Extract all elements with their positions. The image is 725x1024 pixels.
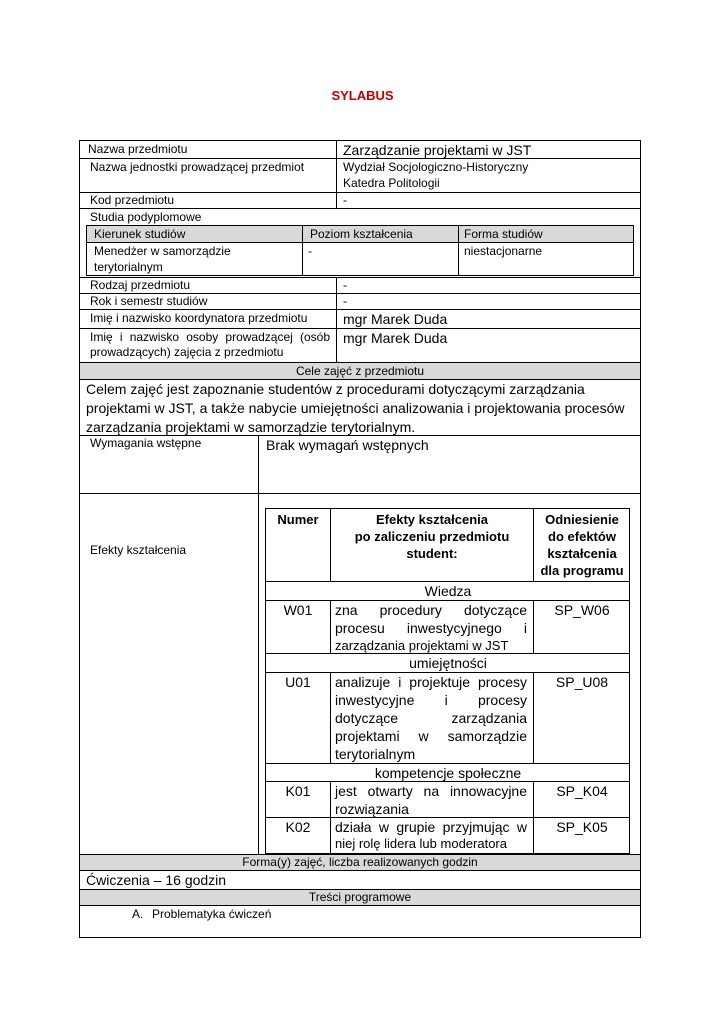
value-rodzaj: - xyxy=(343,278,347,292)
header-odn-line2: do efektów xyxy=(548,529,616,544)
row-u01-line3: dotyczące zarządzania xyxy=(335,710,527,726)
document-title: SYLABUS xyxy=(331,88,394,103)
row-u01-num: U01 xyxy=(285,674,311,690)
header-efekty-line3: student: xyxy=(406,546,458,561)
value-poziom: - xyxy=(308,244,312,258)
value-kierunek-line2: terytorialnym xyxy=(94,260,163,274)
row-k02-line2: niej rolę lidera lub moderatora xyxy=(335,836,507,851)
cele-text: Celem zajęć jest zapoznanie studentów z procedurami dotyczącymi zarządzania projektami w JST, a także nabycie umiejętności analizowania i projektowania procesów zarządzania projektami w samorządzie terytorialnym. xyxy=(86,381,625,435)
row-w01-ref: SP_W06 xyxy=(554,602,610,618)
header-poziom: Poziom kształcenia xyxy=(310,227,413,241)
header-odn-line3: kształcenia xyxy=(547,546,617,561)
label-rodzaj: Rodzaj przedmiotu xyxy=(90,278,191,292)
label-kod-przedmiotu: Kod przedmiotu xyxy=(90,193,175,207)
row-u01-line1: analizuje i projektuje procesy xyxy=(335,674,527,690)
header-efekty-line2: po zaliczeniu przedmiotu xyxy=(354,529,510,544)
row-u01-ref: SP_U08 xyxy=(555,674,609,690)
section-wiedza: Wiedza xyxy=(424,583,472,599)
label-studia: Studia podyplomowe xyxy=(90,210,202,224)
forma-header: Forma(y) zajęć, liczba realizowanych godzin xyxy=(242,855,478,869)
row-k02-line1: działa w grupie przyjmując w xyxy=(335,819,527,835)
value-forma: niestacjonarne xyxy=(464,244,543,258)
label-wymagania: Wymagania wstępne xyxy=(90,436,202,450)
value-wymagania: Brak wymagań wstępnych xyxy=(266,437,429,453)
cele-header: Cele zajęć z przedmiotu xyxy=(295,364,425,378)
value-jednostka-katedra: Katedra Politologii xyxy=(343,176,440,190)
value-rok: - xyxy=(343,294,347,308)
value-koordynator: mgr Marek Duda xyxy=(343,311,448,327)
row-u01-line4: projektami w samorządzie xyxy=(335,728,527,744)
row-w01-line1: zna procedury dotyczące xyxy=(335,602,527,618)
label-efekty: Efekty kształcenia xyxy=(90,543,187,557)
tresci-header: Treści programowe xyxy=(308,890,412,904)
header-odn-line1: Odniesienie xyxy=(545,512,619,527)
header-odn-line4: dla programu xyxy=(540,563,624,578)
label-rok: Rok i semestr studiów xyxy=(90,294,208,308)
row-k01-line2: rozwiązania xyxy=(335,801,409,817)
row-k02-ref: SP_K05 xyxy=(556,819,608,835)
tresci-item: Problematyka ćwiczeń xyxy=(152,907,272,921)
row-k01-num: K01 xyxy=(285,783,311,799)
row-w01-line2: procesu inwestycyjnego i xyxy=(335,620,527,636)
label-jednostka: Nazwa jednostki prowadzącej przedmiot xyxy=(90,160,305,174)
header-efekty-line1: Efekty kształcenia xyxy=(375,512,488,527)
label-prowadzacy-line1: Imię i nazwisko osoby prowadzącej (osób xyxy=(90,330,330,344)
value-kod-przedmiotu: - xyxy=(343,193,347,207)
row-k01-ref: SP_K04 xyxy=(556,783,608,799)
label-prowadzacy-line2: prowadzących) zajęcia z przedmiotu xyxy=(90,345,284,359)
label-nazwa-przedmiotu: Nazwa przedmiotu xyxy=(88,142,188,156)
section-umiejetnosci: umiejętności xyxy=(409,655,487,671)
row-w01-num: W01 xyxy=(283,602,313,618)
label-koordynator: Imię i nazwisko koordynatora przedmiotu xyxy=(90,311,308,325)
row-k02-num: K02 xyxy=(285,819,311,835)
value-nazwa-przedmiotu: Zarządzanie projektami w JST xyxy=(343,142,532,158)
tresci-item-marker: A. xyxy=(132,907,144,921)
row-k01-line1: jest otwarty na innowacyjne xyxy=(335,783,527,799)
header-forma: Forma studiów xyxy=(464,227,543,241)
row-u01-line5: terytorialnym xyxy=(335,746,416,762)
section-kompetencje: kompetencje społeczne xyxy=(374,765,522,781)
row-w01-line3: zarządzania projektami w JST xyxy=(335,638,509,653)
value-jednostka-wydzial: Wydział Socjologiczno-Historyczny xyxy=(343,160,529,174)
row-u01-line2: inwestycyjne i procesy xyxy=(335,692,527,708)
header-kierunek: Kierunek studiów xyxy=(94,227,186,241)
value-kierunek-line1: Menedżer w samorządzie xyxy=(94,244,231,258)
value-prowadzacy: mgr Marek Duda xyxy=(343,330,448,346)
forma-value: Ćwiczenia – 16 godzin xyxy=(86,872,227,888)
header-numer: Numer xyxy=(277,512,319,527)
